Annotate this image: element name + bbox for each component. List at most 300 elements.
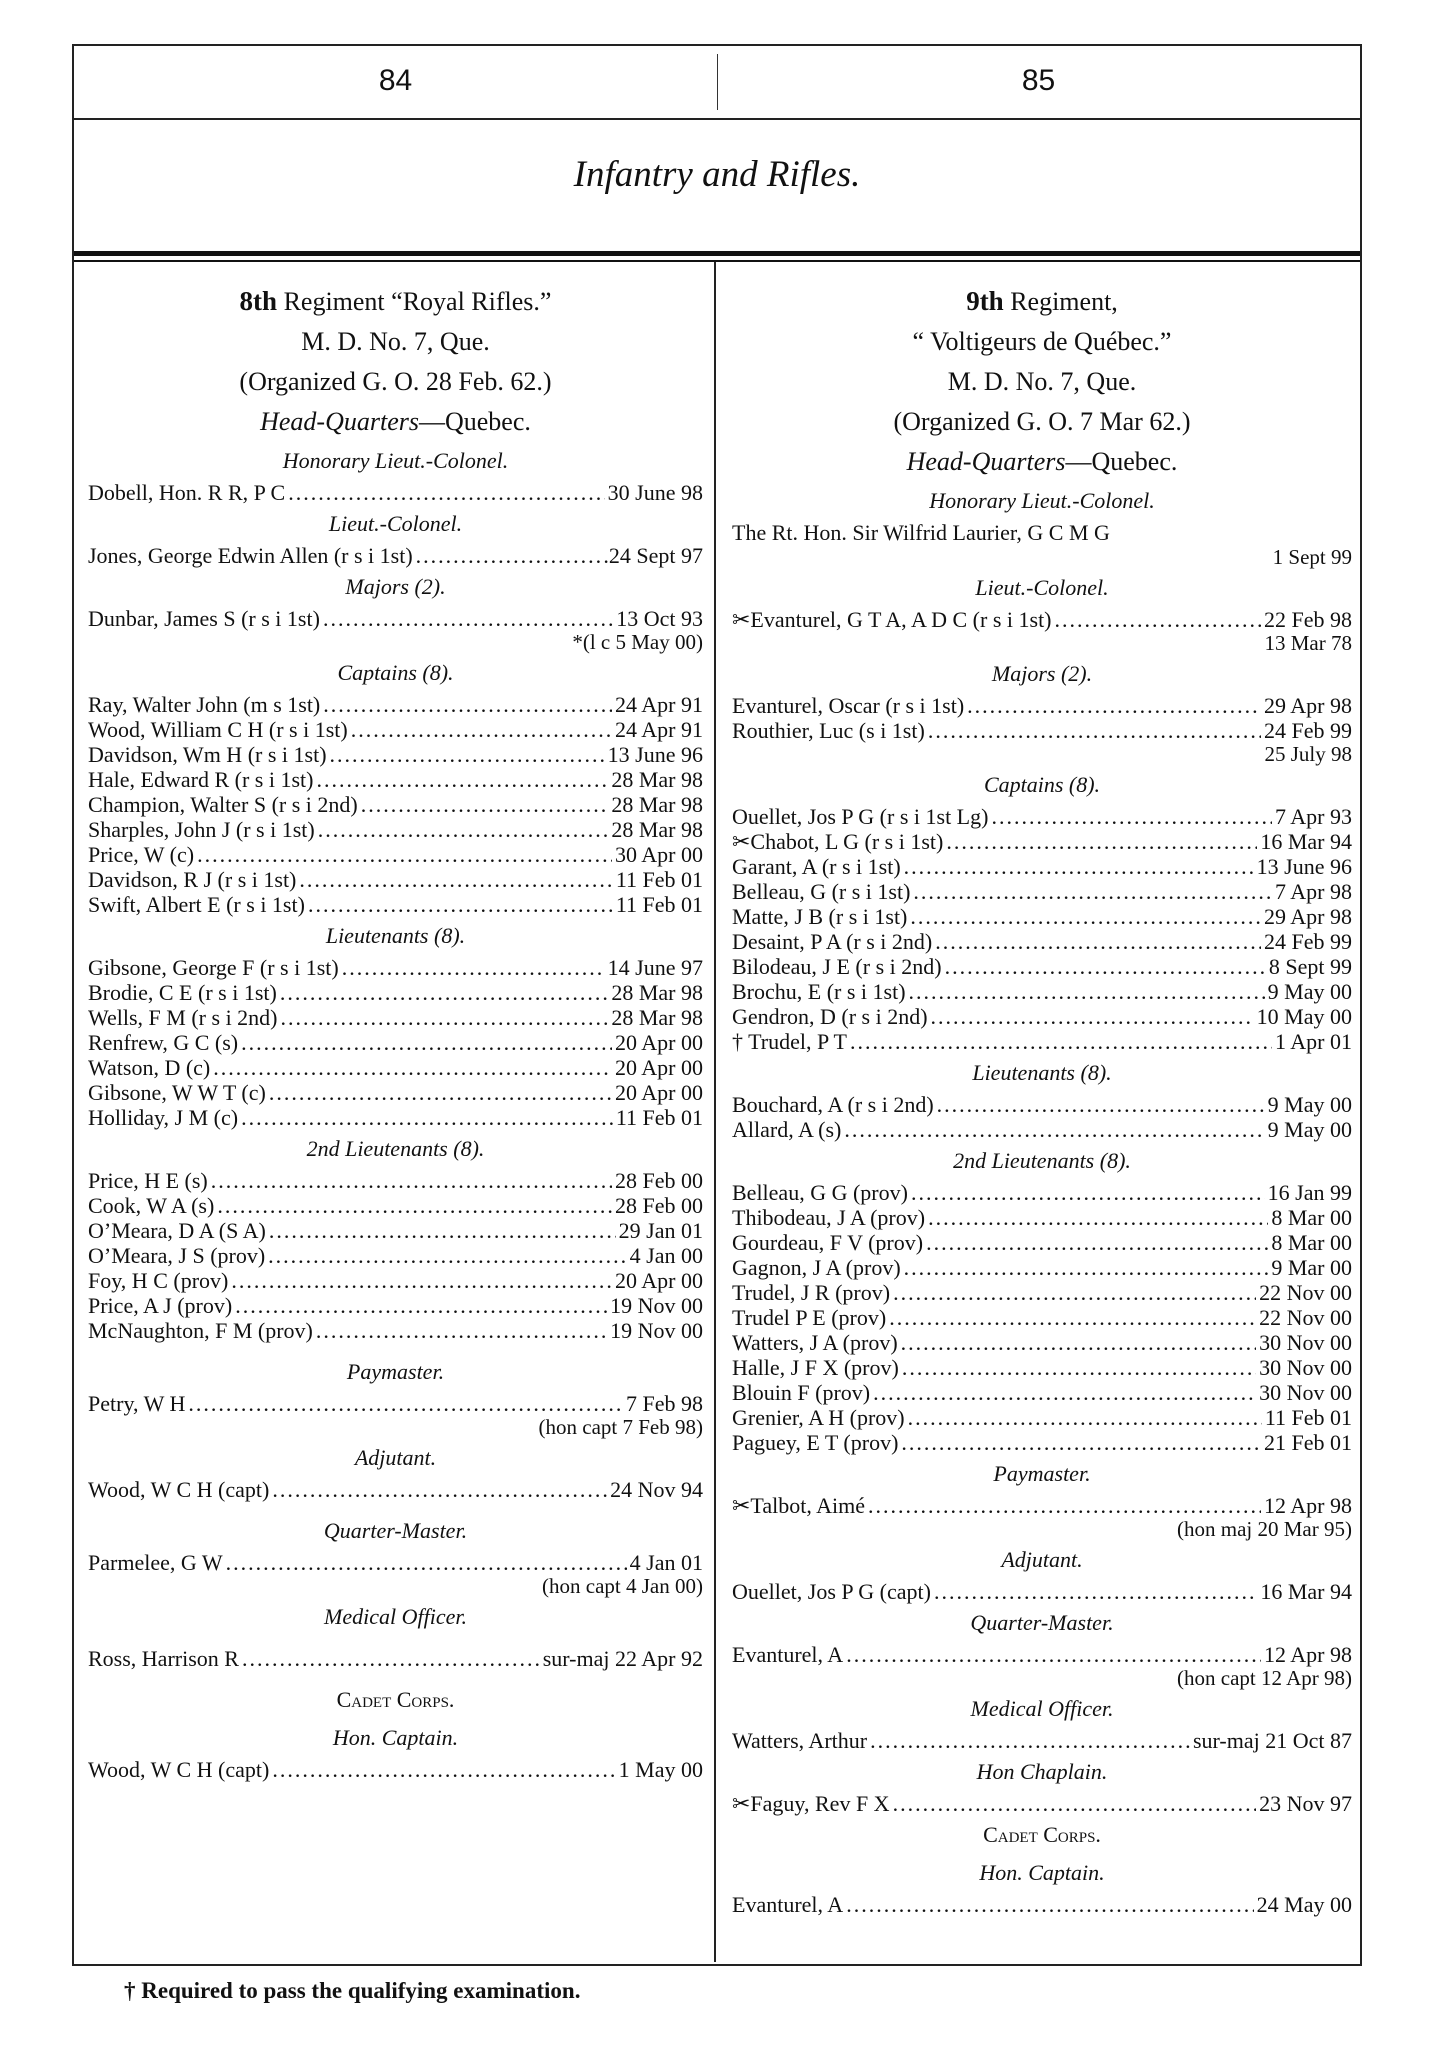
roster-entry: [732, 718, 1352, 743]
officer-name: Bilodeau, J E (r s i 2nd): [732, 954, 942, 979]
dot-leader: [926, 1230, 1268, 1255]
appointment-date: 22 Feb 98: [1264, 607, 1352, 632]
headquarters-place: —Quebec.: [1065, 447, 1178, 476]
dot-leader: [902, 1355, 1256, 1380]
roster-entry: [732, 929, 1352, 954]
dot-leader: [242, 1646, 540, 1671]
heading-hon-lt-col: Honorary Lieut.-Colonel.: [929, 488, 1155, 513]
officer-name: Gibsone, George F (r s i 1st): [88, 955, 339, 980]
appointment-date: 13 June 96: [607, 742, 703, 767]
page-number-left: 84: [378, 64, 413, 97]
dot-leader: [188, 1391, 623, 1416]
roster-entry: [88, 1477, 703, 1502]
officer-name: Belleau, G (r s i 1st): [732, 879, 911, 904]
appointment-date: 22 Nov 00: [1259, 1280, 1352, 1305]
roster-entry: [88, 717, 703, 742]
heading-lt-col: Lieut.-Colonel.: [975, 575, 1109, 600]
appointment-date: 16 Mar 94: [1260, 829, 1352, 854]
roster-entry: [88, 1218, 703, 1243]
dot-leader: [211, 1168, 612, 1193]
officer-name: Garant, A (r s i 1st): [732, 854, 901, 879]
roster-entry: [88, 742, 703, 767]
dot-leader: [873, 1380, 1256, 1405]
roster-entry: [732, 1305, 1352, 1330]
lt-col-list: [732, 607, 1352, 632]
lt-col-list: [88, 543, 703, 568]
heading-quarter-master: Quarter-Master.: [970, 1610, 1114, 1635]
appointment-date: 8 Sept 99: [1268, 954, 1352, 979]
dot-leader: [323, 606, 613, 631]
roster-entry: [732, 1355, 1352, 1380]
officer-name: Gourdeau, F V (prov): [732, 1230, 924, 1255]
heading-adjutant: Adjutant.: [354, 1445, 437, 1470]
heading-hon-chaplain: Hon Chaplain.: [976, 1759, 1108, 1784]
dot-leader: [910, 904, 1261, 929]
dot-leader: [416, 543, 601, 568]
dot-leader: [893, 1791, 1257, 1816]
officer-name: McNaughton, F M (prov): [88, 1318, 313, 1343]
military-district: M. D. No. 7, Que.: [301, 327, 490, 356]
officer-name: Bouchard, A (r s i 2nd): [732, 1092, 934, 1117]
lieutenants-list: [732, 1092, 1352, 1142]
roster-entry: [732, 1117, 1352, 1142]
page-number-bar: [74, 46, 1360, 120]
dot-leader: [269, 1218, 616, 1243]
dot-leader: [937, 1092, 1265, 1117]
officer-name: Matte, J B (r s i 1st): [732, 904, 908, 929]
officer-name: ✂Evanturel, G T A, A D C (r s i 1st): [732, 607, 1052, 632]
appointment-date: 28 Mar 98: [611, 817, 703, 842]
appointment-date: 1 Apr 01: [1275, 1029, 1352, 1054]
officer-name: Champion, Walter S (r s i 2nd): [88, 792, 358, 817]
adjutant-list: [88, 1477, 703, 1502]
roster-entry: [88, 1105, 703, 1130]
dot-leader: [904, 854, 1254, 879]
appointment-date: 10 May 00: [1256, 1004, 1352, 1029]
officer-name: Trudel P E (prov): [732, 1305, 887, 1330]
roster-entry: [88, 1268, 703, 1293]
appointment-date: 30 Apr 00: [615, 842, 703, 867]
appointment-date: 28 Mar 98: [611, 792, 703, 817]
appointment-date: 24 Nov 94: [610, 1477, 703, 1502]
roster-entry: [732, 1642, 1352, 1667]
appointment-date: 8 Mar 00: [1271, 1205, 1352, 1230]
dot-leader: [901, 1330, 1256, 1355]
thin-rule: [74, 260, 1360, 262]
appointment-date: 16 Mar 94: [1260, 1579, 1352, 1604]
headquarters-place: —Quebec.: [418, 407, 531, 436]
appointment-date: 24 Apr 91: [615, 692, 703, 717]
roster-entry: [88, 892, 703, 917]
roster-entry: [732, 1892, 1352, 1917]
officer-name: Brochu, E (r s i 1st): [732, 979, 906, 1004]
paymaster-list: [88, 1391, 703, 1416]
majors-list: [88, 606, 703, 631]
headquarters: [732, 442, 1352, 482]
officer-name: Belleau, G G (prov): [732, 1180, 908, 1205]
roster-entry: [88, 792, 703, 817]
dot-leader: [928, 718, 1261, 743]
roster-entry: [732, 829, 1352, 854]
officer-name: Price, A J (prov): [88, 1293, 233, 1318]
roster-entry: [732, 1205, 1352, 1230]
roster-entry: [732, 1029, 1352, 1054]
officer-name: Evanturel, Oscar (r s i 1st): [732, 693, 965, 718]
appointment-date: 28 Feb 00: [615, 1193, 703, 1218]
dot-leader: [361, 792, 609, 817]
roster-entry: [88, 867, 703, 892]
officer-name: Sharples, John J (r s i 1st): [88, 817, 315, 842]
roster-entry: [732, 904, 1352, 929]
dot-leader: [197, 842, 612, 867]
roster-entry: [88, 767, 703, 792]
second-lieutenants-list: [732, 1180, 1352, 1455]
dot-leader: [901, 1430, 1261, 1455]
officer-name: Cook, W A (s): [88, 1193, 215, 1218]
roster-entry: [732, 1280, 1352, 1305]
dot-leader: [268, 1243, 627, 1268]
officer-name: Petry, W H: [88, 1391, 186, 1416]
officer-name: Holliday, J M (c): [88, 1105, 239, 1130]
dot-leader: [931, 1004, 1254, 1029]
officer-name: Wood, W C H (capt): [88, 1757, 270, 1782]
page-frame: [72, 44, 1362, 1966]
appointment-date: 19 Nov 00: [610, 1293, 703, 1318]
officer-name: Desaint, P A (r s i 2nd): [732, 929, 933, 954]
appointment-date: 22 Nov 00: [1259, 1305, 1352, 1330]
roster-entry: [732, 804, 1352, 829]
dot-leader: [846, 1892, 1253, 1917]
roster-entry: [88, 1550, 703, 1575]
dot-leader: [935, 929, 1261, 954]
dot-leader: [226, 1550, 627, 1575]
paymaster-note: (hon maj 20 Mar 95): [1177, 1517, 1352, 1541]
dot-leader: [281, 1005, 609, 1030]
dot-leader: [893, 1280, 1256, 1305]
dot-leader: [231, 1268, 612, 1293]
roster-entry: [732, 879, 1352, 904]
roster-entry: [732, 1430, 1352, 1455]
heading-adjutant: Adjutant.: [1001, 1547, 1083, 1572]
officer-name: Watters, Arthur: [732, 1728, 868, 1753]
lt-col-note: 13 Mar 78: [1264, 631, 1352, 655]
appointment-date: 11 Feb 01: [615, 1105, 703, 1130]
appointment-date: 7 Feb 98: [626, 1391, 703, 1416]
appointment-date: 14 June 97: [607, 955, 703, 980]
dot-leader: [844, 1117, 1264, 1142]
appointment-date: 30 Nov 00: [1259, 1355, 1352, 1380]
heading-medical-officer: Medical Officer.: [970, 1696, 1114, 1721]
appointment-date: 9 May 00: [1267, 1117, 1352, 1142]
officer-name: Jones, George Edwin Allen (r s i 1st): [88, 543, 413, 568]
footnote: † Required to pass the qualifying examination.: [124, 1978, 581, 2003]
officer-name: Evanturel, A: [732, 1892, 844, 1917]
appointment-date: 21 Feb 01: [1264, 1430, 1352, 1455]
headquarters: [88, 402, 703, 442]
dot-leader: [269, 1080, 612, 1105]
officer-name: Blouin F (prov): [732, 1380, 871, 1405]
dot-leader: [911, 1180, 1265, 1205]
officer-name: Ray, Walter John (m s 1st): [88, 692, 321, 717]
heading-captains: Captains (8).: [983, 772, 1101, 797]
majors-list: [732, 693, 1352, 743]
officer-name: ✂Faguy, Rev F X: [732, 1791, 890, 1816]
dot-leader: [1055, 607, 1261, 632]
heading-hon-captain: Hon. Captain.: [332, 1725, 459, 1750]
paymaster-note: (hon capt 7 Feb 98): [538, 1415, 703, 1439]
officer-name: Wells, F M (r s i 2nd): [88, 1005, 278, 1030]
regiment-name: Regiment “Royal Rifles.”: [277, 287, 552, 316]
appointment-date: 29 Apr 98: [1264, 693, 1352, 718]
dot-leader: [846, 1642, 1261, 1667]
heading-majors: Majors (2).: [991, 661, 1093, 686]
dot-leader: [946, 829, 1257, 854]
roster-entry: [732, 693, 1352, 718]
officer-name: Ouellet, Jos P G (r s i 1st Lg): [732, 804, 989, 829]
officer-name: Thibodeau, J A (prov): [732, 1205, 926, 1230]
appointment-date: 9 May 00: [1267, 979, 1352, 1004]
roster-entry: [732, 1330, 1352, 1355]
roster-entry: [88, 1757, 703, 1782]
appointment-date: 30 Nov 00: [1259, 1330, 1352, 1355]
dot-leader: [928, 1205, 1268, 1230]
roster-entry: [88, 692, 703, 717]
lieutenants-list: [88, 955, 703, 1130]
dot-leader: [241, 1030, 612, 1055]
dot-leader: [934, 1579, 1257, 1604]
officer-name: Grenier, A H (prov): [732, 1405, 905, 1430]
adjutant-list: [732, 1579, 1352, 1604]
officer-name: Davidson, R J (r s i 1st): [88, 867, 297, 892]
officer-name: Gagnon, J A (prov): [732, 1255, 901, 1280]
dot-leader: [280, 980, 609, 1005]
regiment-title: [732, 281, 1352, 322]
appointment-date: sur-maj 22 Apr 92: [542, 1646, 703, 1671]
appointment-date: 20 Apr 00: [615, 1030, 703, 1055]
majors-note: 25 July 98: [1264, 742, 1352, 766]
appointment-date: 16 Jan 99: [1267, 1180, 1352, 1205]
appointment-date: 24 Apr 91: [615, 717, 703, 742]
dot-leader: [316, 767, 608, 792]
dot-leader: [342, 955, 605, 980]
appointment-date: 28 Feb 00: [615, 1168, 703, 1193]
appointment-date: 13 June 96: [1256, 854, 1352, 879]
officer-name: Wood, W C H (capt): [88, 1477, 270, 1502]
dot-leader: [868, 1493, 1261, 1518]
officer-name: Routhier, Luc (s i 1st): [732, 718, 925, 743]
roster-entry: [732, 954, 1352, 979]
roster-entry: [88, 606, 703, 631]
officer-name: Ross, Harrison R: [88, 1646, 239, 1671]
hon-captain-list: [88, 1757, 703, 1782]
regiment-8th-column: [88, 281, 703, 1782]
appointment-date: 4 Jan 01: [629, 1550, 703, 1575]
dot-leader: [272, 1477, 607, 1502]
captains-list: [732, 804, 1352, 1054]
appointment-date: 30 June 98: [607, 480, 703, 505]
appointment-date: 19 Nov 00: [610, 1318, 703, 1343]
column-divider: [714, 262, 716, 1962]
hon-lt-col-date: 1 Sept 99: [1272, 545, 1352, 569]
headquarters-label: Head-Quarters: [906, 447, 1066, 476]
heading-captains: Captains (8).: [337, 660, 454, 685]
roster-entry: [88, 1293, 703, 1318]
officer-name: Davidson, Wm H (r s i 1st): [88, 742, 327, 767]
officer-name: Trudel, J R (prov): [732, 1280, 891, 1305]
heavy-rule: [74, 251, 1360, 256]
heading-medical-officer: Medical Officer.: [324, 1604, 467, 1629]
majors-note: *(l c 5 May 00): [572, 630, 703, 654]
officer-name: Gendron, D (r s i 2nd): [732, 1004, 928, 1029]
roster-entry: [88, 1005, 703, 1030]
page-number-right: 85: [1021, 64, 1056, 97]
dot-leader: [318, 817, 609, 842]
roster-entry: [88, 1030, 703, 1055]
appointment-date: 4 Jan 00: [629, 1243, 703, 1268]
appointment-date: 11 Feb 01: [1264, 1405, 1352, 1430]
officer-name: O’Meara, J S (prov): [88, 1243, 266, 1268]
appointment-date: 24 Feb 99: [1264, 718, 1352, 743]
heading-paymaster: Paymaster.: [346, 1359, 445, 1384]
organized-order: (Organized G. O. 28 Feb. 62.): [239, 367, 552, 396]
appointment-date: 29 Apr 98: [1264, 904, 1352, 929]
appointment-date: 24 Feb 99: [1264, 929, 1352, 954]
section-title: Infantry and Rifles.: [573, 154, 861, 195]
roster-entry: [88, 842, 703, 867]
regiment-name: “ Voltigeurs de Québec.”: [912, 327, 1172, 356]
heading-hon-captain: Hon. Captain.: [979, 1860, 1105, 1885]
heading-lt-col: Lieut.-Colonel.: [328, 511, 463, 536]
hon-lt-col-name: The Rt. Hon. Sir Wilfrid Laurier, G C M G: [732, 520, 1110, 545]
heading-lieutenants: Lieutenants (8).: [325, 923, 466, 948]
roster-entry: [732, 1230, 1352, 1255]
heading-cadet-corps: Cadet Corps.: [336, 1687, 455, 1712]
dot-leader: [316, 1318, 607, 1343]
dot-leader: [850, 1029, 1272, 1054]
appointment-date: 23 Nov 97: [1259, 1791, 1352, 1816]
dot-leader: [913, 879, 1272, 904]
officer-name: Dunbar, James S (r s i 1st): [88, 606, 320, 631]
heading-cadet-corps: Cadet Corps.: [983, 1822, 1101, 1847]
appointment-date: 29 Jan 01: [618, 1218, 703, 1243]
heading-quarter-master: Quarter-Master.: [323, 1518, 468, 1543]
quarter-master-note: (hon capt 4 Jan 00): [542, 1574, 703, 1598]
hon-captain-list: [732, 1892, 1352, 1917]
dot-leader: [235, 1293, 607, 1318]
dot-leader: [908, 1405, 1262, 1430]
dot-leader: [272, 1757, 615, 1782]
roster-entry: [88, 817, 703, 842]
officer-name: ✂Chabot, L G (r s i 1st): [732, 829, 944, 854]
officer-name: Price, H E (s): [88, 1168, 208, 1193]
hon-chaplain-list: [732, 1791, 1352, 1816]
roster-entry: [732, 1791, 1352, 1816]
dot-leader: [288, 480, 604, 505]
roster-entry: [732, 1579, 1352, 1604]
dot-leader: [351, 717, 612, 742]
regiment-number: 9th: [966, 286, 1004, 316]
roster-entry: [88, 480, 703, 505]
roster-entry: [88, 1646, 703, 1671]
regiment-title: [88, 281, 703, 322]
roster-entry: [88, 1318, 703, 1343]
officer-name: Halle, J F X (prov): [732, 1355, 899, 1380]
paymaster-list: [732, 1493, 1352, 1518]
hon-lt-col-list: [88, 480, 703, 505]
military-district: M. D. No. 7, Que.: [947, 367, 1137, 396]
roster-entry: [732, 1255, 1352, 1280]
regiment-label: Regiment,: [1003, 287, 1118, 316]
appointment-date: 9 May 00: [1267, 1092, 1352, 1117]
appointment-date: 28 Mar 98: [611, 980, 703, 1005]
quarter-master-list: [732, 1642, 1352, 1667]
appointment-date: 11 Feb 01: [615, 892, 703, 917]
dot-leader: [909, 979, 1265, 1004]
dot-leader: [323, 692, 612, 717]
dot-leader: [299, 867, 612, 892]
roster-entry: [732, 1092, 1352, 1117]
appointment-date: sur-maj 21 Oct 87: [1192, 1728, 1352, 1753]
officer-name: Hale, Edward R (r s i 1st): [88, 767, 314, 792]
appointment-date: 20 Apr 00: [615, 1055, 703, 1080]
roster-entry: [88, 543, 703, 568]
quarter-master-list: [88, 1550, 703, 1575]
dot-leader: [904, 1255, 1269, 1280]
organized-order: (Organized G. O. 7 Mar 62.): [893, 407, 1191, 436]
dot-leader: [213, 1055, 612, 1080]
appointment-date: 12 Apr 98: [1264, 1493, 1352, 1518]
appointment-date: 28 Mar 98: [611, 1005, 703, 1030]
appointment-date: 12 Apr 98: [1264, 1642, 1352, 1667]
officer-name: Watson, D (c): [88, 1055, 211, 1080]
roster-entry: [732, 1380, 1352, 1405]
appointment-date: 9 Mar 00: [1271, 1255, 1352, 1280]
roster-entry: [88, 1193, 703, 1218]
roster-entry: [732, 607, 1352, 632]
roster-entry: [732, 1493, 1352, 1518]
appointment-date: 1 May 00: [618, 1757, 703, 1782]
officer-name: Swift, Albert E (r s i 1st): [88, 892, 305, 917]
officer-name: † Trudel, P T: [732, 1029, 847, 1054]
officer-name: Watters, J A (prov): [732, 1330, 898, 1355]
officer-name: Evanturel, A: [732, 1642, 844, 1667]
dot-leader: [330, 742, 605, 767]
officer-name: Paguey, E T (prov): [732, 1430, 899, 1455]
dot-leader: [217, 1193, 612, 1218]
appointment-date: 30 Nov 00: [1259, 1380, 1352, 1405]
medical-officer-list: [732, 1728, 1352, 1753]
officer-name: Gibsone, W W T (c): [88, 1080, 266, 1105]
appointment-date: 28 Mar 98: [611, 767, 703, 792]
regiment-number: 8th: [239, 286, 278, 316]
roster-entry: [88, 955, 703, 980]
roster-entry: [732, 979, 1352, 1004]
dot-leader: [241, 1105, 613, 1130]
dot-leader: [967, 693, 1261, 718]
roster-entry: [732, 1004, 1352, 1029]
officer-name: Ouellet, Jos P G (capt): [732, 1579, 931, 1604]
roster-entry: [88, 1055, 703, 1080]
regiment-9th-column: [732, 281, 1352, 1917]
appointment-date: 20 Apr 00: [615, 1268, 703, 1293]
officer-name: Price, W (c): [88, 842, 195, 867]
officer-name: Renfrew, G C (s): [88, 1030, 239, 1055]
roster-entry: [88, 1168, 703, 1193]
appointment-date: 24 May 00: [1256, 1892, 1352, 1917]
heading-2nd-lieutenants: 2nd Lieutenants (8).: [306, 1136, 485, 1161]
appointment-date: 20 Apr 00: [615, 1080, 703, 1105]
officer-name: O’Meara, D A (S A): [88, 1218, 266, 1243]
